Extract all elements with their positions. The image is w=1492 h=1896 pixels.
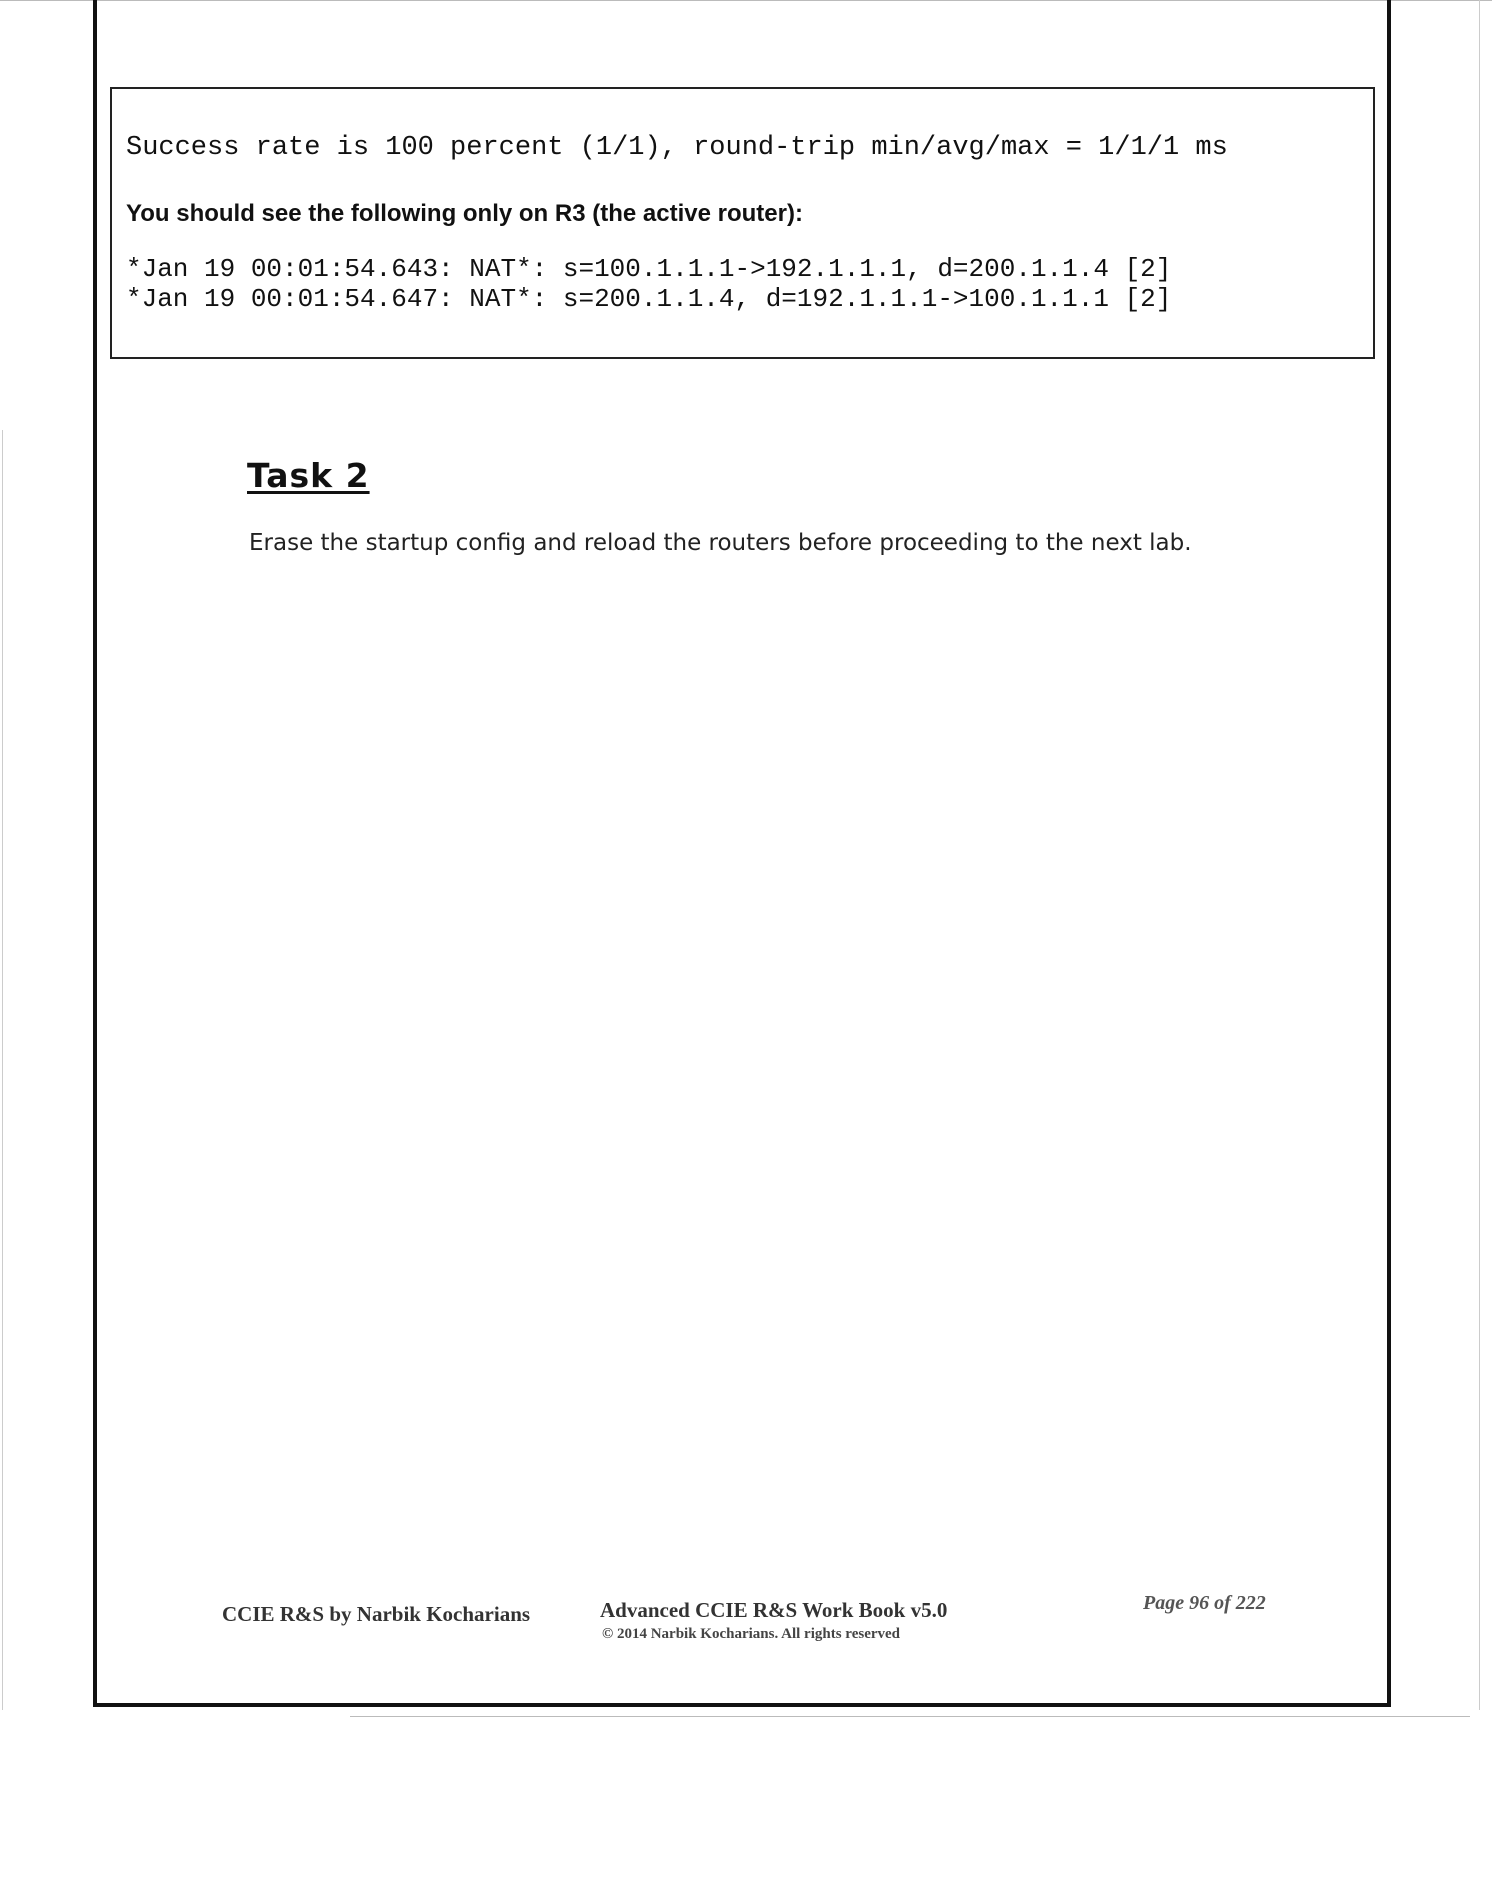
footer-book-title: Advanced CCIE R&S Work Book v5.0 (600, 1598, 948, 1622)
success-rate-line: Success rate is 100 percent (1/1), round-trip min/avg/max = 1/1/1 ms (126, 133, 1228, 163)
footer-page-number: Page 96 of 222 (1143, 1592, 1266, 1614)
bottom-rule (350, 1716, 1470, 1717)
right-margin-line (1479, 0, 1480, 1710)
nat-log-line: *Jan 19 00:01:54.647: NAT*: s=200.1.1.4, d=192.1.1.1->100.1.1.1 [2] (126, 284, 1172, 314)
footer-author: CCIE R&S by Narbik Kocharians (222, 1602, 531, 1626)
output-box (110, 87, 1375, 359)
task-description: Erase the startup config and reload the routers before proceeding to the next lab. (249, 530, 1192, 556)
footer-copyright: © 2014 Narbik Kocharians. All rights reserved (602, 1626, 901, 1642)
router-note: You should see the following only on R3 (the active router): (126, 200, 803, 227)
left-margin-line (2, 430, 3, 1710)
nat-log-line: *Jan 19 00:01:54.643: NAT*: s=100.1.1.1->192.1.1.1, d=200.1.1.4 [2] (126, 254, 1172, 284)
task-title: Task 2 (247, 456, 370, 495)
